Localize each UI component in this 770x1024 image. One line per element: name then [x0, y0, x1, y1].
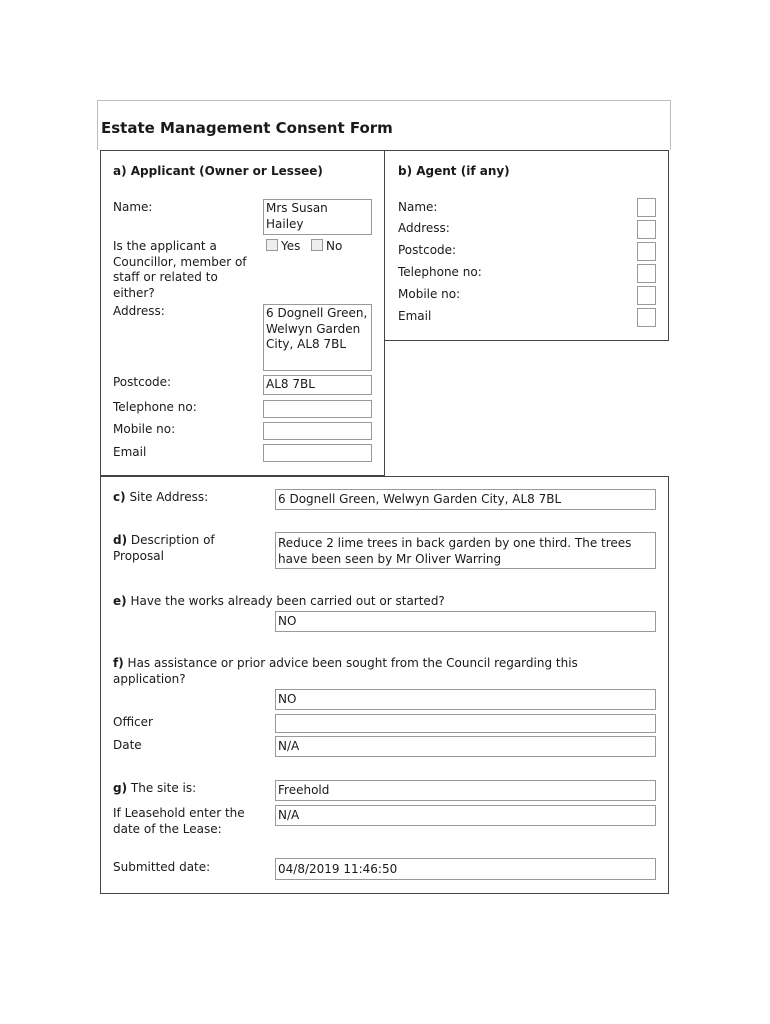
agent-address-label: Address: [398, 221, 450, 235]
councillor-question: Is the applicant a Councillor, member of staff or related to either? [113, 239, 247, 300]
advice-question [113, 656, 613, 687]
section-f-question: Has assistance or prior advice been sought from the Council regarding this application? [113, 656, 578, 686]
agent-email-field[interactable] [637, 308, 656, 327]
agent-postcode-label: Postcode: [398, 243, 457, 257]
applicant-telephone-field[interactable] [263, 400, 372, 418]
agent-mobile-label: Mobile no: [398, 287, 461, 301]
site-tenure-field[interactable]: Freehold [275, 780, 656, 801]
councillor-no[interactable] [311, 239, 342, 255]
section-d-label: Description of Proposal [113, 533, 215, 563]
agent-telephone-field[interactable] [637, 264, 656, 283]
section-d-prefix: d) [113, 533, 128, 547]
applicant-name-field[interactable]: Mrs Susan Hailey [263, 199, 372, 235]
section-e-prefix: e) [113, 594, 127, 608]
agent-email-label: Email [398, 309, 432, 323]
site-address-label [113, 490, 208, 506]
yes-checkbox[interactable] [266, 239, 278, 251]
applicant-email-label: Email [113, 445, 147, 459]
applicant-postcode-field[interactable]: AL8 7BL [263, 375, 372, 395]
section-e-question: Have the works already been carried out or started? [130, 594, 445, 608]
no-checkbox[interactable] [311, 239, 323, 251]
applicant-name-label: Name: [113, 200, 153, 214]
submitted-date-field[interactable]: 04/8/2019 11:46:50 [275, 858, 656, 880]
officer-label: Officer [113, 715, 153, 729]
form-title: Estate Management Consent Form [101, 119, 393, 137]
applicant-email-field[interactable] [263, 444, 372, 462]
section-b-heading: b) Agent (if any) [398, 164, 510, 178]
agent-name-label: Name: [398, 200, 438, 214]
advice-field[interactable]: NO [275, 689, 656, 710]
agent-postcode-field[interactable] [637, 242, 656, 261]
agent-name-field[interactable] [637, 198, 656, 217]
section-g-label: The site is: [130, 781, 197, 795]
applicant-mobile-label: Mobile no: [113, 422, 176, 436]
works-field[interactable]: NO [275, 611, 656, 632]
section-c-prefix: c) [113, 490, 126, 504]
date-field[interactable]: N/A [275, 736, 656, 757]
works-question [113, 594, 445, 610]
site-is-label [113, 781, 196, 797]
section-c-label: Site Address: [129, 490, 209, 504]
section-a-heading: a) Applicant (Owner or Lessee) [113, 164, 323, 178]
applicant-mobile-field[interactable] [263, 422, 372, 440]
site-address-field[interactable]: 6 Dognell Green, Welwyn Garden City, AL8 7BL [275, 489, 656, 510]
date-label: Date [113, 738, 142, 752]
description-label [113, 533, 243, 564]
applicant-address-label: Address: [113, 304, 165, 318]
applicant-telephone-label: Telephone no: [113, 400, 197, 414]
lease-date-label: If Leasehold enter the date of the Lease: [113, 806, 245, 836]
agent-telephone-label: Telephone no: [398, 265, 482, 279]
section-f-prefix: f) [113, 656, 124, 670]
section-g-prefix: g) [113, 781, 128, 795]
officer-field[interactable] [275, 714, 656, 733]
applicant-postcode-label: Postcode: [113, 375, 172, 389]
submitted-date-label: Submitted date: [113, 860, 211, 874]
agent-address-field[interactable] [637, 220, 656, 239]
yes-label: Yes [281, 239, 301, 253]
agent-mobile-field[interactable] [637, 286, 656, 305]
description-field[interactable]: Reduce 2 lime trees in back garden by one third. The trees have been seen by Mr Oliver Warring [275, 532, 656, 569]
councillor-yes[interactable] [266, 239, 300, 255]
applicant-address-field[interactable]: 6 Dognell Green, Welwyn Garden City, AL8 7BL [263, 304, 372, 371]
lease-date-field[interactable]: N/A [275, 805, 656, 826]
no-label: No [326, 239, 343, 253]
